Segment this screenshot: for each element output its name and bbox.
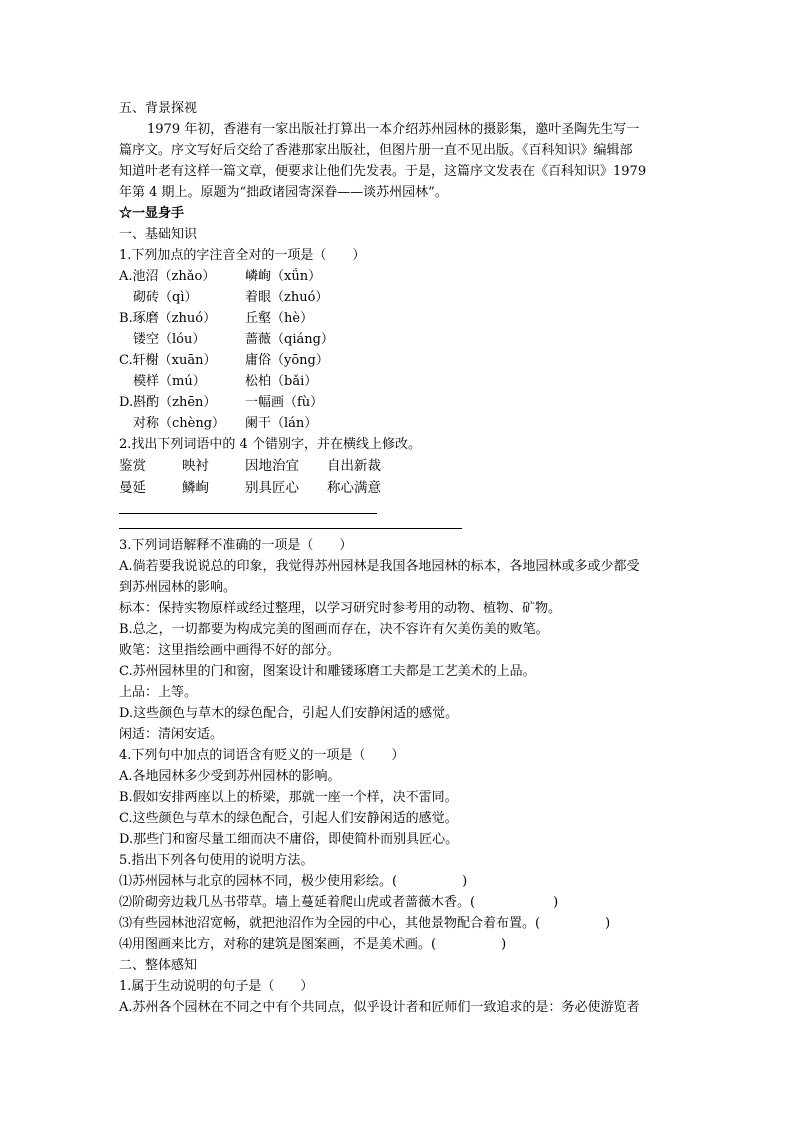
sub-question: ⑴苏州园林与北京的园林不同，极少使用彩绘。( )	[119, 874, 468, 889]
option-cell: 丘壑（hè）	[245, 311, 314, 326]
word: 称心满意	[327, 480, 381, 496]
definition-line: 闲适：清闲安适。	[119, 727, 224, 742]
sub-question: ⑵阶砌旁边栽几丛书带草。墙上蔓延着爬山虎或者蔷薇木香。( )	[119, 895, 559, 910]
word: 鳞峋	[182, 480, 209, 496]
option-line: B.假如安排两座以上的桥梁，那就一座一个样，决不雷同。	[119, 790, 458, 805]
option-cell: 镂空（lóu）	[133, 332, 206, 347]
word-row	[119, 455, 679, 477]
option-row	[119, 413, 679, 434]
option-cell: 一幅画（fù）	[245, 395, 324, 410]
option-row	[119, 392, 679, 413]
option-line: 到苏州园林的影响。	[119, 580, 237, 595]
option-cell: 蔷薇（qiáng）	[245, 332, 334, 347]
sub-question: ⑷用图画来比方，对称的建筑是图案画，不是美术画。( )	[119, 937, 507, 952]
question-stem: 1.属于生动说明的句子是（ ）	[119, 979, 314, 994]
option-cell: 阑干（lán）	[245, 416, 318, 431]
option-cell: D.斟酌（zhēn）	[119, 395, 217, 410]
option-cell: 庸俗（yōng）	[245, 353, 329, 368]
word: 鉴赏	[119, 458, 146, 474]
paragraph-line: 1979 年初，香港有一家出版社打算出一本介绍苏州园林的摄影集，邀叶圣陶先生写一	[147, 122, 640, 137]
word: 曼延	[119, 480, 146, 496]
option-cell: A.池沼（zhǎo）	[119, 269, 216, 284]
option-line: D.这些颜色与草木的绿色配合，引起人们安静闲适的感觉。	[119, 706, 459, 721]
word: 自出新裁	[327, 458, 381, 474]
option-cell: B.琢磨（zhuó）	[119, 311, 217, 326]
option-line: A.各地园林多少受到苏州园林的影响。	[119, 769, 341, 784]
option-cell: 对称（chèng）	[133, 416, 226, 431]
section-heading: 五、背景探视	[119, 101, 198, 116]
option-row	[119, 371, 679, 392]
option-row	[119, 287, 679, 308]
option-cell: 着眼（zhuó）	[245, 290, 329, 305]
word: 映衬	[182, 458, 209, 474]
question-stem: 3.下列词语解释不准确的一项是（ ）	[119, 538, 353, 553]
option-line: B.总之，一切都要为构成完美的图画而存在，决不容许有欠美伤美的败笔。	[119, 622, 549, 637]
option-cell: 松柏（bǎi）	[245, 374, 318, 389]
option-row	[119, 329, 679, 350]
sub-question: ⑶有些园林池沼宽畅，就把池沼作为全园的中心，其他景物配合着布置。( )	[119, 916, 611, 931]
option-row	[119, 350, 679, 371]
option-line: A.倘若要我说说总的印象，我觉得苏州园林是我国各地园林的标本，各地园林或多或少都受	[119, 559, 640, 574]
question-stem: 4.下列句中加点的词语含有贬义的一项是（ ）	[119, 748, 405, 763]
option-row	[119, 266, 679, 287]
option-line: C.这些颜色与草木的绿色配合，引起人们安静闲适的感觉。	[119, 811, 458, 826]
word: 别具匠心	[245, 480, 299, 496]
paragraph-line: 年第 4 期上。原题为“拙政诸园寄深眷——谈苏州园林”。	[119, 185, 448, 200]
document-page	[119, 98, 679, 1018]
section-heading: ☆一显身手	[119, 206, 185, 221]
answer-blank-line[interactable]	[119, 514, 462, 529]
option-line: A.苏州各个园林在不同之中有个共同点，似乎设计者和匠师们一致追求的是：务必使游览者	[119, 1000, 640, 1015]
question-stem: 1.下列加点的字注音全对的一项是（ ）	[119, 248, 366, 263]
option-cell: C.轩榭（xuān）	[119, 353, 217, 368]
definition-line: 上品：上等。	[119, 685, 198, 700]
option-cell: 模样（mú）	[133, 374, 206, 389]
section-heading: 一、基础知识	[119, 227, 198, 242]
definition-line: 败笔：这里指绘画中画得不好的部分。	[119, 643, 341, 658]
question-stem: 5.指出下列各句使用的说明方法。	[119, 853, 314, 868]
option-row	[119, 308, 679, 329]
section-heading: 二、整体感知	[119, 958, 198, 973]
paragraph-line: 知道叶老有这样一篇文章，便要求让他们先发表。于是，这篇序文发表在《百科知识》1979	[119, 164, 647, 179]
definition-line: 标本：保持实物原样或经过整理，以学习研究时参考用的动物、植物、矿物。	[119, 601, 562, 616]
answer-blank-line[interactable]	[119, 499, 377, 514]
option-line: C.苏州园林里的门和窗，图案设计和雕镂琢磨工夫都是工艺美术的上品。	[119, 664, 536, 679]
option-line: D.那些门和窗尽量工细而决不庸俗，即使简朴而别具匠心。	[119, 832, 459, 847]
option-cell: 砌砖（qì）	[133, 290, 198, 305]
word-row	[119, 477, 679, 499]
paragraph-line: 篇序文。序文写好后交给了香港那家出版社，但图片册一直不见出版。《百科知识》编辑部	[119, 143, 633, 158]
option-cell: 嶙峋（xǘn）	[245, 269, 322, 284]
question-stem: 2.找出下列词语中的 4 个错别字，并在横线上修改。	[119, 437, 421, 452]
word: 因地治宜	[245, 458, 299, 474]
